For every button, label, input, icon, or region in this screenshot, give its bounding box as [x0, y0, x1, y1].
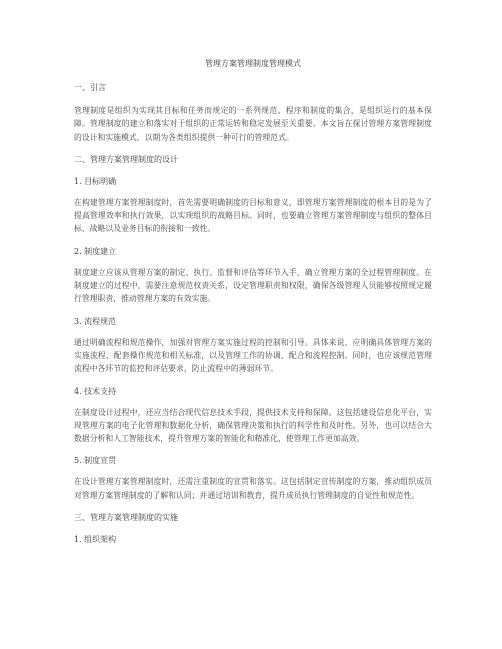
paragraph-promotion: 在设计管理方案管理制度时，还需注重制度的宣贯和落实。这包括制定宣传制度的方案，推动组织成员对管理方案管理制度的了解和认同；并通过培训和教育，提升成员执行管理制度的自觉性和规范性。	[74, 477, 432, 500]
subheading-system-building: 2. 制度建立	[74, 246, 117, 256]
section-heading-introduction: 一、引言	[74, 83, 106, 92]
paragraph-process: 通过明确流程和规范操作，加强对管理方案实施过程的控制和引导。具体来说，应明确具体管理方案的实施流程、配套操作规范和相关标准，以及管理工作的协调、配合和流程控制。同时，也应该规范管理流程中各环节的监控和评估要求，防止流程中的薄弱环节。	[74, 337, 432, 374]
subheading-tech-support: 4. 技术支持	[74, 386, 117, 396]
subheading-promotion: 5. 制度宣贯	[74, 456, 117, 466]
section-heading-implementation: 三、管理方案管理制度的实施	[74, 513, 178, 523]
paragraph-introduction: 管理制度是组织为实现其目标和任务而规定的一系列规范、程序和制度的集合，是组织运行的基本保障。管理制度的建立和落实对于组织的正常运转和稳定发展至关重要。本文旨在探讨管理方案管理制度的设计和实施模式，以期为各类组织提供一种可行的管理范式。	[74, 106, 432, 142]
subheading-goal: 1. 目标明确	[74, 176, 117, 186]
paragraph-goal: 在构建管理方案管理制度时，首先需要明确制度的目标和意义，即管理方案管理制度的根本目的是为了提高管理效率和执行效果，以实现组织的战略目标。同时，也要确立管理方案管理制度与组织的整体目标、战略以及业务目标的衔接和一致性。	[74, 197, 432, 234]
document-title: 管理方案管理制度管理模式	[205, 59, 301, 68]
paragraph-system-building: 制度建立应该从管理方案的制定、执行、监督和评估等环节入手，确立管理方案的全过程管理制度。在制度建立的过程中，需要注意规范权责关系，设定管理职责和权限，确保各级管理人员能够按照规定履行管理职责，推动管理方案的有效实施。	[74, 267, 432, 304]
paragraph-tech-support: 在制度设计过程中，还应当结合现代信息技术手段，提供技术支持和保障。这包括建设信息化平台，实现管理方案的电子化管理和数据化分析，确保管理决策和执行的科学性和及时性。另外，也可以结合大数据分析和人工智能技术，提升管理方案的智能化和精准化，使管理工作更加高效。	[74, 407, 432, 444]
document-body	[74, 58, 432, 554]
subheading-org-structure: 1. 组织架构	[74, 535, 117, 545]
section-heading-design: 二、管理方案管理制度的设计	[74, 154, 178, 164]
subheading-process: 3. 流程规范	[74, 316, 117, 326]
